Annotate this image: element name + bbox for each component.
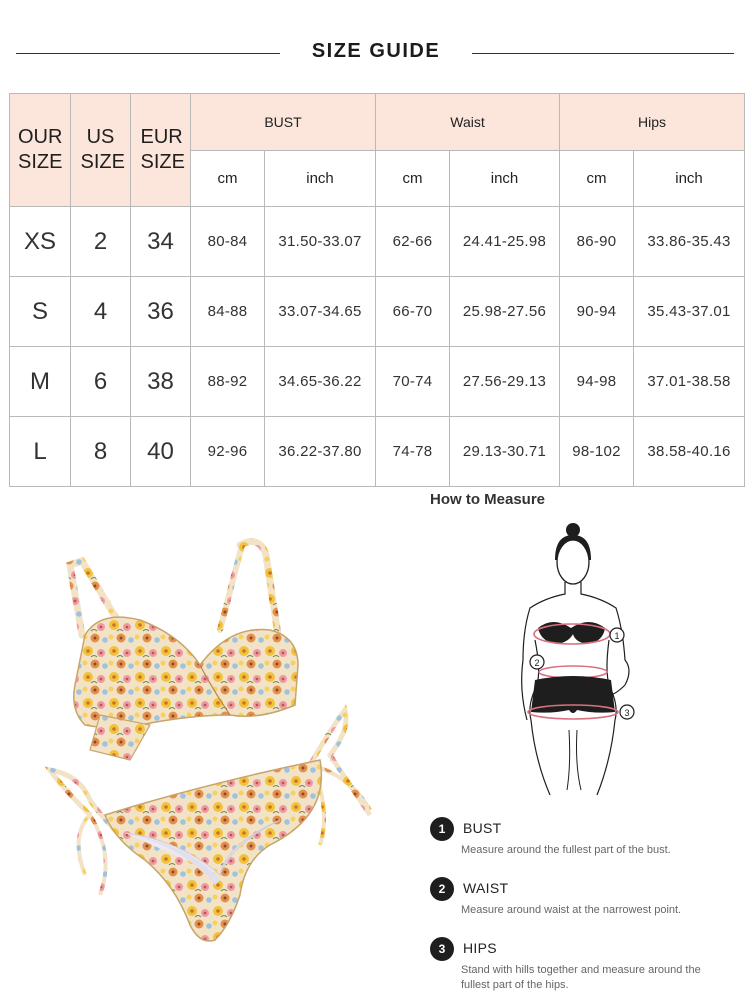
table-cell: 90-94 xyxy=(560,277,634,347)
title-divider-left xyxy=(16,53,280,54)
table-cell: 74-78 xyxy=(376,417,450,487)
unit-header: cm xyxy=(560,151,634,207)
table-cell: 37.01-38.58 xyxy=(634,347,745,417)
table-cell: 88-92 xyxy=(191,347,265,417)
table-cell: 34.65-36.22 xyxy=(265,347,376,417)
unit-header: inch xyxy=(634,151,745,207)
table-cell: 33.07-34.65 xyxy=(265,277,376,347)
table-cell: 36.22-37.80 xyxy=(265,417,376,487)
col-header-our-size xyxy=(10,94,71,207)
table-cell: 25.98-27.56 xyxy=(450,277,560,347)
body-measure-diagram xyxy=(505,520,655,805)
table-cell: 34 xyxy=(131,207,191,277)
unit-header: inch xyxy=(450,151,560,207)
table-cell: 6 xyxy=(71,347,131,417)
page-title: SIZE GUIDE xyxy=(311,40,441,62)
table-cell: 31.50-33.07 xyxy=(265,207,376,277)
measure-description: Measure around the fullest part of the bust. xyxy=(461,844,671,856)
table-cell: 98-102 xyxy=(560,417,634,487)
table-cell: 94-98 xyxy=(560,347,634,417)
table-cell: 27.56-29.13 xyxy=(450,347,560,417)
table-cell: 92-96 xyxy=(191,417,265,487)
col-header-label: US SIZE xyxy=(80,126,125,173)
measure-name: HIPS xyxy=(463,940,497,956)
table-cell: 80-84 xyxy=(191,207,265,277)
table-cell: 62-66 xyxy=(376,207,450,277)
how-to-measure-title: How to Measure xyxy=(430,491,546,508)
step-badge: 1 xyxy=(430,817,454,841)
table-row xyxy=(10,207,745,277)
step-badge: 3 xyxy=(430,937,454,961)
group-header-bust: BUST xyxy=(191,94,376,151)
svg-text:3: 3 xyxy=(624,708,630,718)
col-header-eur-size xyxy=(131,94,191,207)
table-cell: 86-90 xyxy=(560,207,634,277)
table-cell: 33.86-35.43 xyxy=(634,207,745,277)
table-cell: 38 xyxy=(131,347,191,417)
unit-header: cm xyxy=(191,151,265,207)
size-table xyxy=(9,93,745,487)
table-cell: 36 xyxy=(131,277,191,347)
step-badge: 2 xyxy=(430,877,454,901)
table-cell: 24.41-25.98 xyxy=(450,207,560,277)
table-row xyxy=(10,417,745,487)
table-cell: 70-74 xyxy=(376,347,450,417)
table-cell: L xyxy=(10,417,71,487)
table-cell: S xyxy=(10,277,71,347)
title-divider-right xyxy=(472,53,734,54)
table-cell: XS xyxy=(10,207,71,277)
measure-name: BUST xyxy=(463,820,502,836)
table-cell: 29.13-30.71 xyxy=(450,417,560,487)
measure-description: Stand with hills together and measure around the fullest part of the hips. xyxy=(461,964,701,991)
group-header-waist: Waist xyxy=(376,94,560,151)
bikini-product-image xyxy=(30,515,390,955)
table-cell: 8 xyxy=(71,417,131,487)
table-cell: 40 xyxy=(131,417,191,487)
table-cell: 66-70 xyxy=(376,277,450,347)
measure-name: WAIST xyxy=(463,880,509,896)
col-header-label: EUR SIZE xyxy=(140,126,185,173)
table-cell: M xyxy=(10,347,71,417)
group-header-hips: Hips xyxy=(560,94,745,151)
table-cell: 4 xyxy=(71,277,131,347)
table-cell: 2 xyxy=(71,207,131,277)
measure-description: Measure around waist at the narrowest point. xyxy=(461,904,682,916)
table-cell: 35.43-37.01 xyxy=(634,277,745,347)
table-row xyxy=(10,277,745,347)
svg-text:2: 2 xyxy=(534,658,540,668)
col-header-us-size xyxy=(71,94,131,207)
col-header-label: OUR SIZE xyxy=(18,126,63,173)
table-row xyxy=(10,347,745,417)
table-cell: 84-88 xyxy=(191,277,265,347)
table-cell: 38.58-40.16 xyxy=(634,417,745,487)
unit-header: cm xyxy=(376,151,450,207)
svg-text:1: 1 xyxy=(614,631,620,641)
size-guide-header xyxy=(0,0,750,92)
unit-header: inch xyxy=(265,151,376,207)
